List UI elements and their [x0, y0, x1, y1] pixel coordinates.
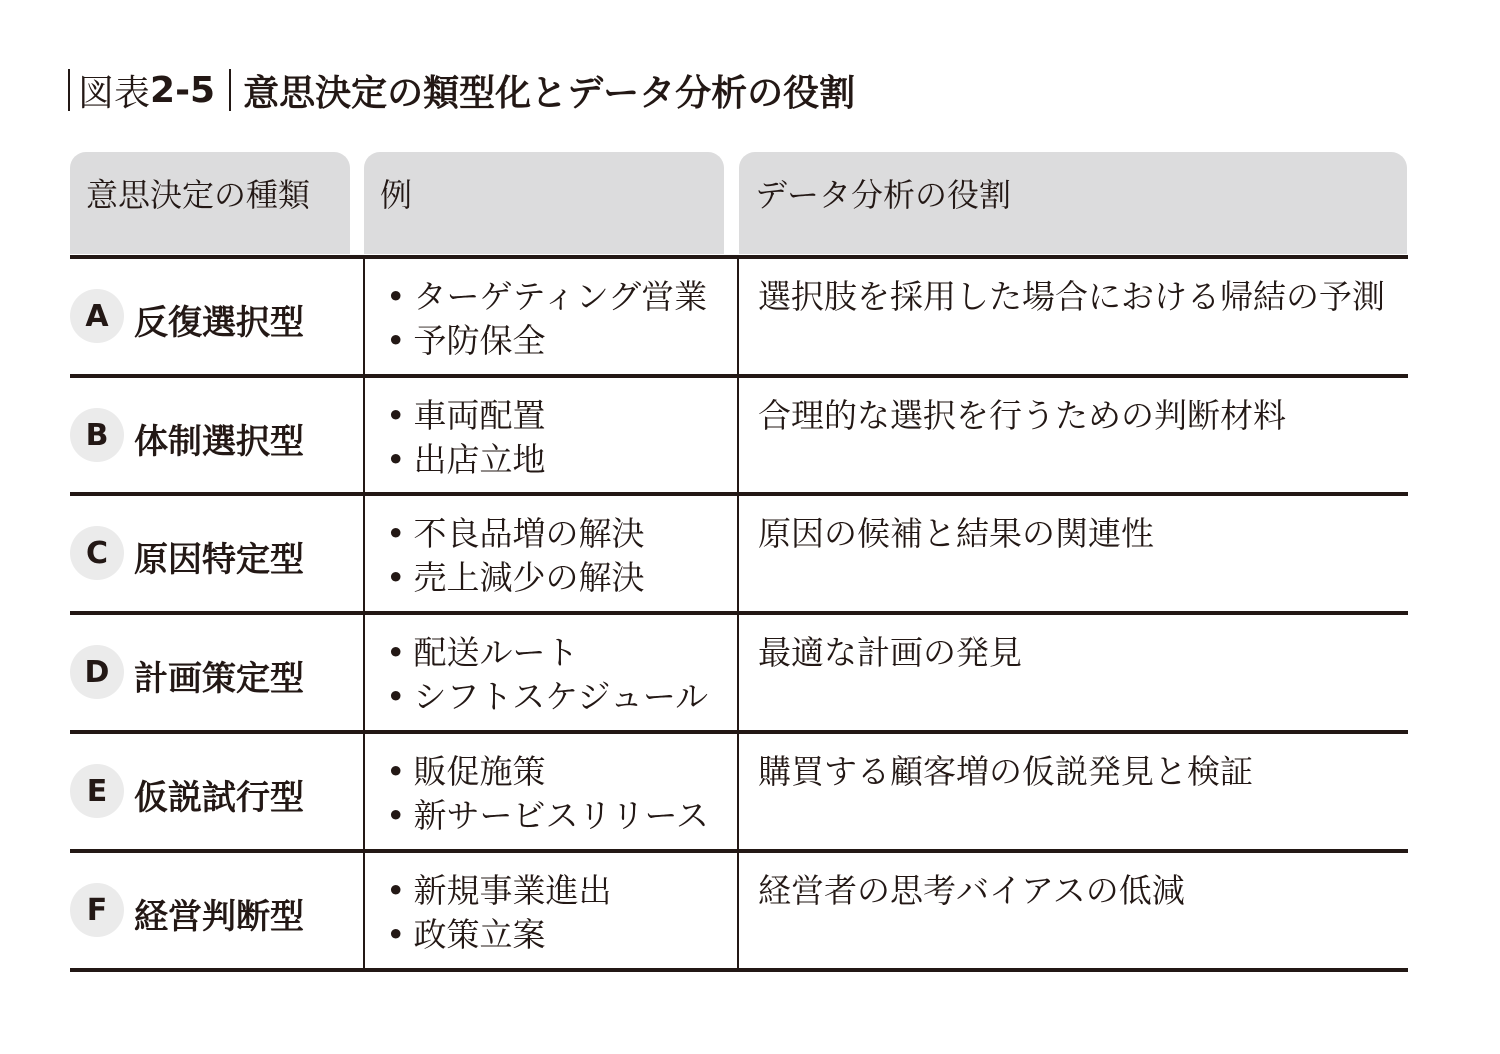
- example-list: [386, 750, 709, 838]
- decision-type-name: 計画策定型: [134, 659, 304, 699]
- example-item: • ターゲティング営業: [386, 275, 707, 319]
- figure-number: 2-5: [150, 69, 216, 111]
- decision-type-name: 体制選択型: [134, 422, 304, 462]
- decision-type-name: 原因特定型: [134, 540, 304, 580]
- figure-label: 図表: [78, 72, 151, 114]
- example-item: • 不良品増の解決: [386, 512, 644, 556]
- example-item: • 売上減少の解決: [386, 556, 644, 600]
- example-item: • 新規事業進出: [386, 869, 611, 913]
- decision-type-name: 反復選択型: [134, 303, 304, 343]
- row-letter-badge: D: [70, 645, 124, 699]
- decision-type-name: 仮説試行型: [134, 778, 304, 818]
- header-data-role: データ分析の役割: [739, 152, 1407, 254]
- table-rule: [70, 968, 1408, 972]
- example-item: • シフトスケジュール: [386, 675, 708, 719]
- example-item: • 販促施策: [386, 750, 709, 794]
- decision-type-name: 経営判断型: [134, 897, 304, 937]
- example-item: • 政策立案: [386, 913, 611, 957]
- table-row: [70, 615, 1408, 729]
- row-letter-badge: F: [70, 883, 124, 937]
- example-list: [386, 631, 708, 719]
- example-list: [386, 394, 545, 482]
- row-letter-badge: E: [70, 764, 124, 818]
- table-row: [70, 378, 1408, 492]
- header-decision-type: 意思決定の種類: [70, 152, 350, 254]
- example-item: • 新サービスリリース: [386, 794, 709, 838]
- title-divider: [229, 69, 231, 111]
- data-role-text: 合理的な選択を行うための判断材料: [758, 396, 1286, 435]
- example-item: • 車両配置: [386, 394, 545, 438]
- example-list: [386, 512, 644, 600]
- example-item: • 予防保全: [386, 319, 707, 363]
- data-role-text: 購買する顧客増の仮説発見と検証: [758, 752, 1253, 791]
- header-examples: 例: [364, 152, 724, 254]
- example-list: [386, 869, 611, 957]
- example-item: • 配送ルート: [386, 631, 708, 675]
- row-letter-badge: C: [70, 526, 124, 580]
- table-row: [70, 259, 1408, 373]
- data-role-text: 原因の候補と結果の関連性: [758, 514, 1154, 553]
- title-divider: [68, 69, 70, 111]
- figure-title: [68, 68, 855, 112]
- data-role-text: 選択肢を採用した場合における帰結の予測: [758, 277, 1385, 316]
- data-role-text: 最適な計画の発見: [758, 633, 1022, 672]
- example-list: [386, 275, 707, 363]
- row-letter-badge: B: [70, 408, 124, 462]
- figure-caption: 意思決定の類型化とデータ分析の役割: [243, 72, 856, 114]
- table-row: [70, 496, 1408, 610]
- data-role-text: 経営者の思考バイアスの低減: [758, 871, 1185, 910]
- table-row: [70, 734, 1408, 848]
- table-row: [70, 853, 1408, 967]
- example-item: • 出店立地: [386, 438, 545, 482]
- row-letter-badge: A: [70, 289, 124, 343]
